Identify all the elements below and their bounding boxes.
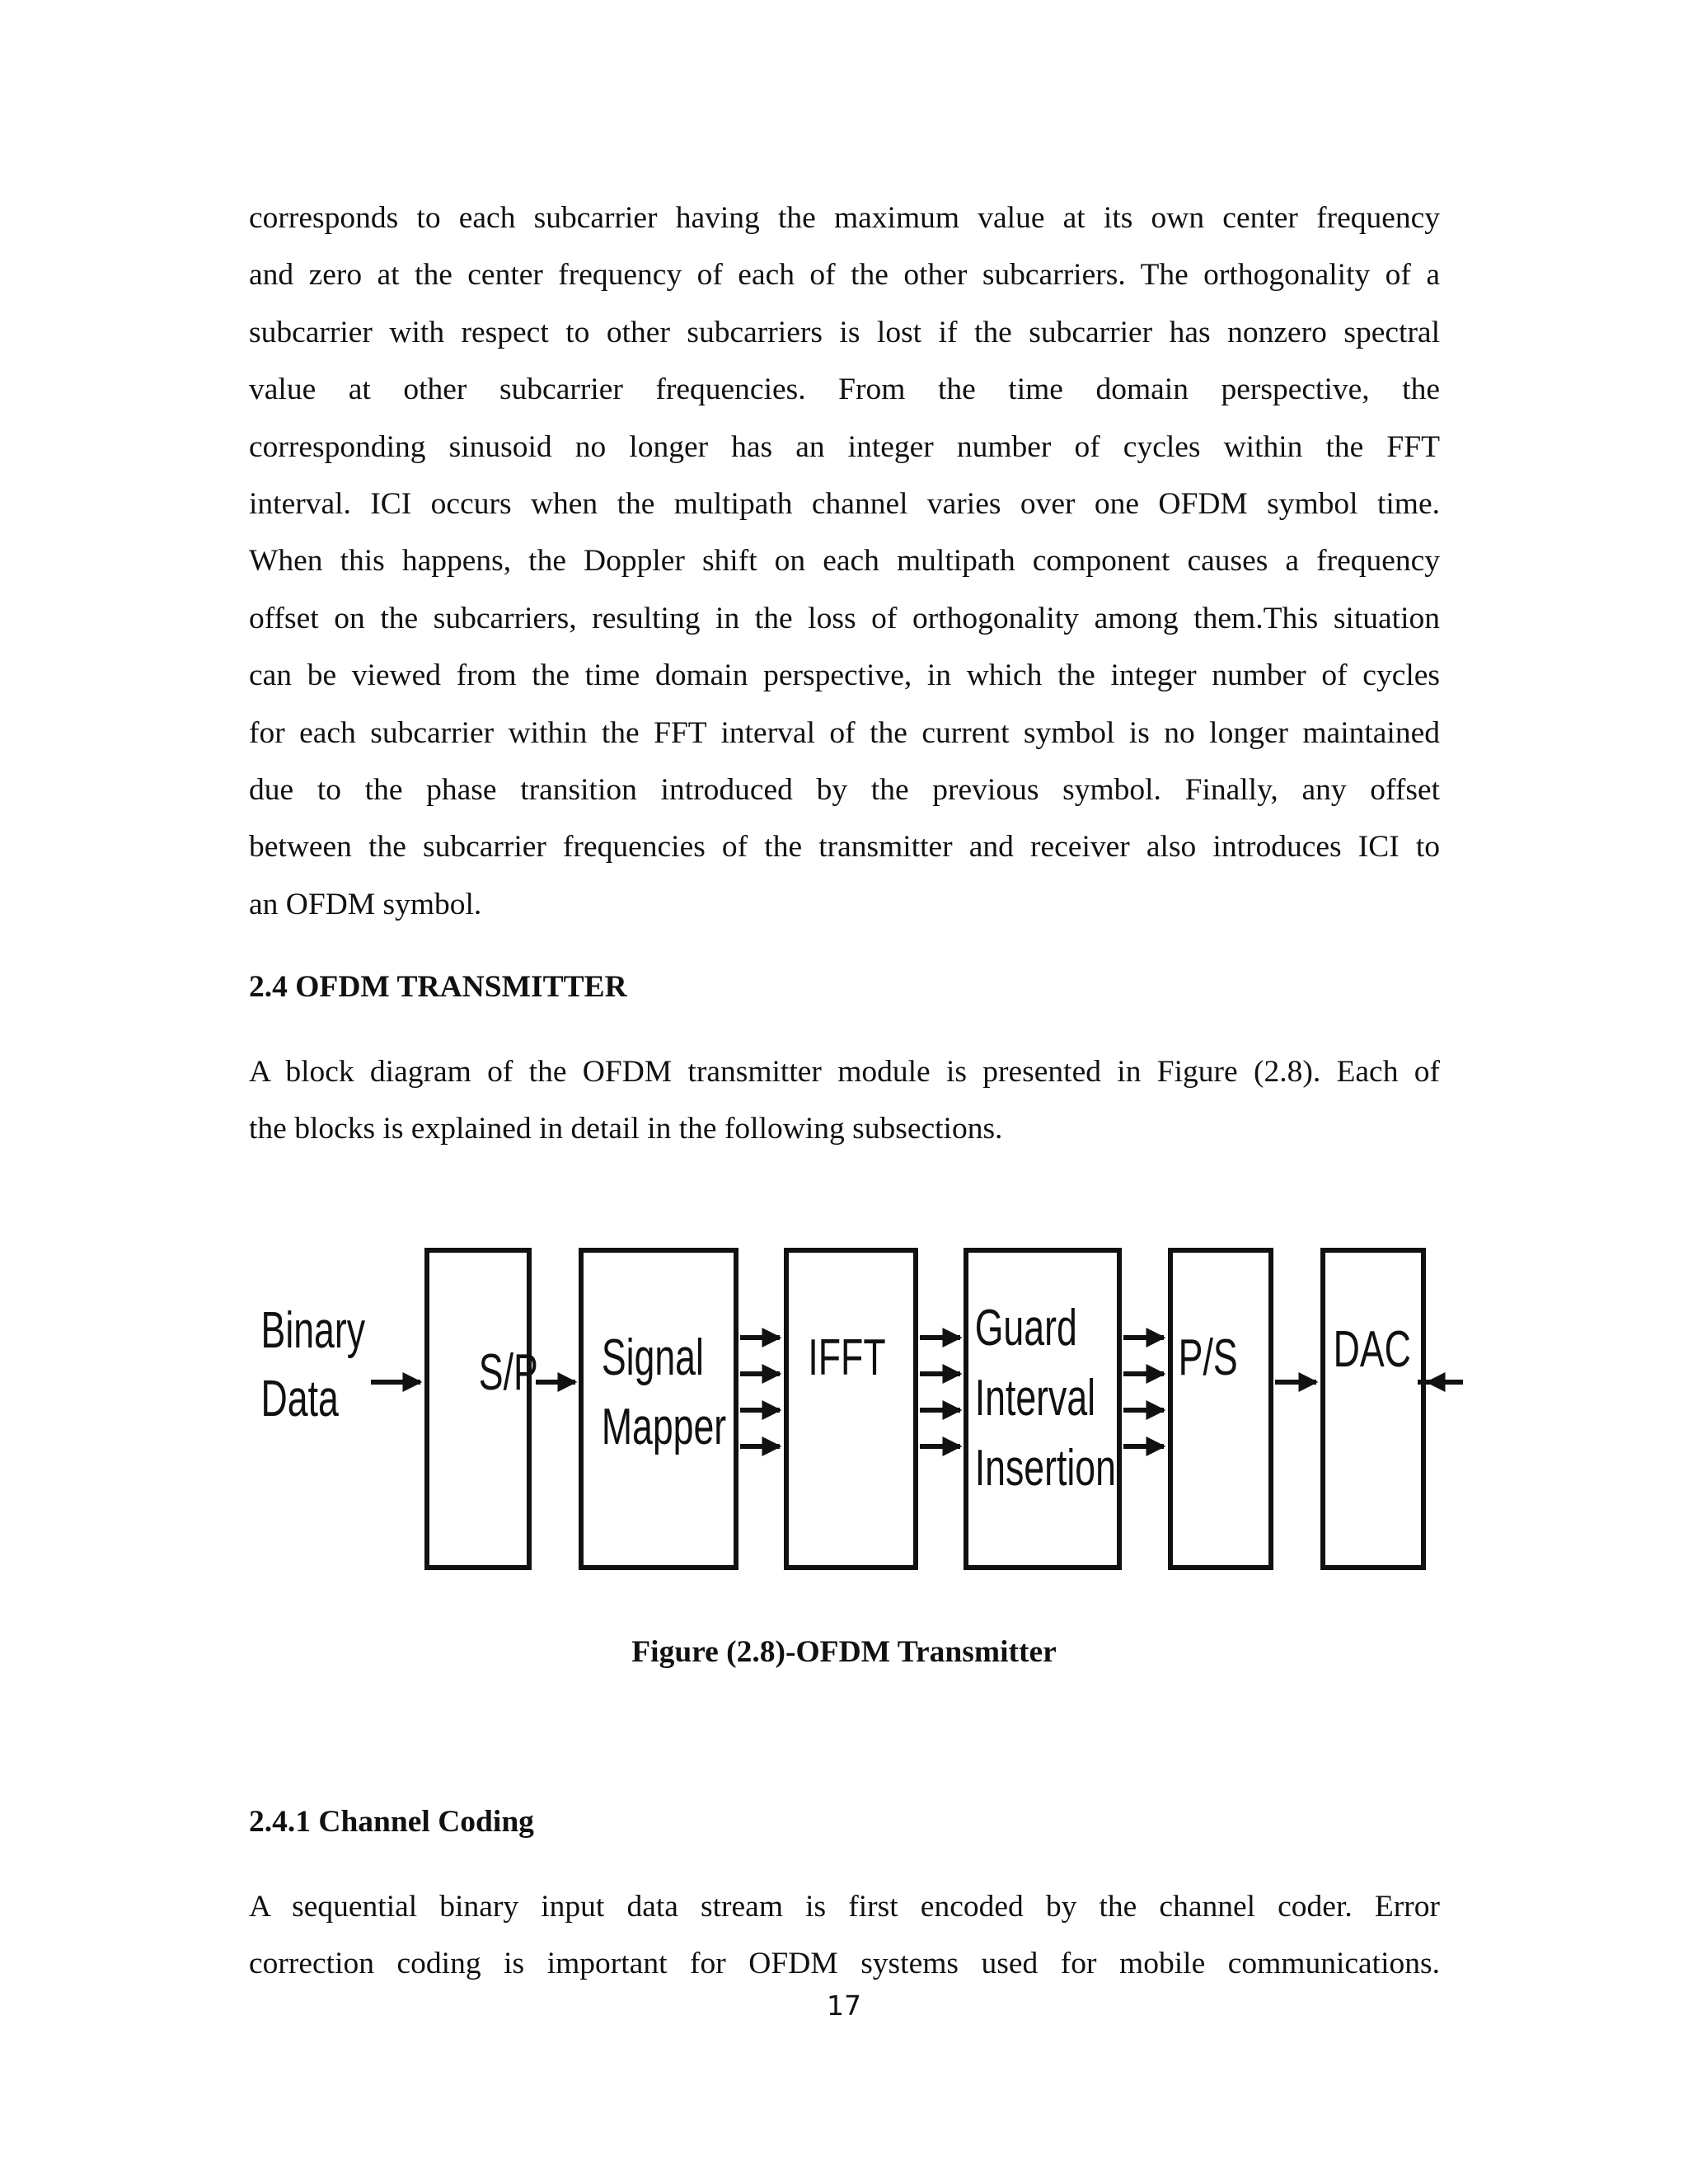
text-line: interval. ICI occurs when the multipath channel varies over one OFDM symbol time. [249,487,1440,522]
text-line: due to the phase transition introduced by the previous symbol. Finally, any offset [249,773,1440,808]
paragraph-orthogonality [249,190,1440,933]
block-label-ifft: IFFT [808,1329,886,1386]
block-label-sp: S/P [478,1343,538,1401]
text-line: offset on the subcarriers, resulting in the loss of orthogonality among them.This situation [249,601,1440,635]
block-label-mapper-1: Signal [601,1329,704,1386]
text-line: corresponding sinusoid no longer has an integer number of cycles within the FFT [249,429,1440,464]
input-label-line1: Binary [260,1301,366,1359]
block-label-guard-1: Guard [974,1299,1077,1357]
paragraph-channel-coding [249,1878,1440,1993]
text-line: value at other subcarrier frequencies. From the time domain perspective, the [249,373,1440,407]
text-line: between the subcarrier frequencies of the transmitter and receiver also introduces ICI to [249,830,1440,865]
subsection-heading: 2.4.1 Channel Coding [249,1805,534,1839]
figure-caption: Figure (2.8)-OFDM Transmitter [631,1635,1057,1669]
block-sp [427,1250,529,1568]
block-label-guard-2: Interval [974,1369,1096,1427]
text-line: subcarrier with respect to other subcarriers is lost if the subcarrier has nonzero spectral [249,315,1440,349]
text-line: can be viewed from the time domain perspective, in which the integer number of cycles [249,658,1440,693]
input-label-line2: Data [260,1370,339,1427]
block-label-dac: DAC [1333,1320,1411,1378]
text-line: and zero at the center frequency of each of the other subcarriers. The orthogonality of a [249,258,1440,293]
text-line: the blocks is explained in detail in the following subsections. [249,1112,1003,1146]
block-label-ps: P/S [1178,1329,1238,1386]
block-ps [1170,1250,1271,1568]
text-line: A sequential binary input data stream is first encoded by the channel coder. Error [249,1890,1440,1924]
block-ifft [786,1250,916,1568]
text-line: corresponds to each subcarrier having the maximum value at its own center frequency [249,201,1440,235]
block-dac [1323,1250,1423,1568]
ofdm-transmitter-diagram [247,1232,1484,1586]
text-line: an OFDM symbol. [249,887,482,921]
text-line: A block diagram of the OFDM transmitter module is presented in Figure (2.8). Each of [249,1055,1440,1089]
section-heading: 2.4 OFDM TRANSMITTER [249,970,627,1004]
text-line: for each subcarrier within the FFT interval of the current symbol is no longer maintained [249,715,1440,750]
text-line: correction coding is important for OFDM systems used for mobile communications. [249,1947,1440,1981]
text-line: When this happens, the Doppler shift on each multipath component causes a frequency [249,544,1440,579]
paragraph-section-intro [249,1043,1440,1158]
page-number: 17 [827,1990,861,2022]
block-label-mapper-2: Mapper [601,1398,727,1455]
block-label-guard-3: Insertion [974,1439,1116,1497]
